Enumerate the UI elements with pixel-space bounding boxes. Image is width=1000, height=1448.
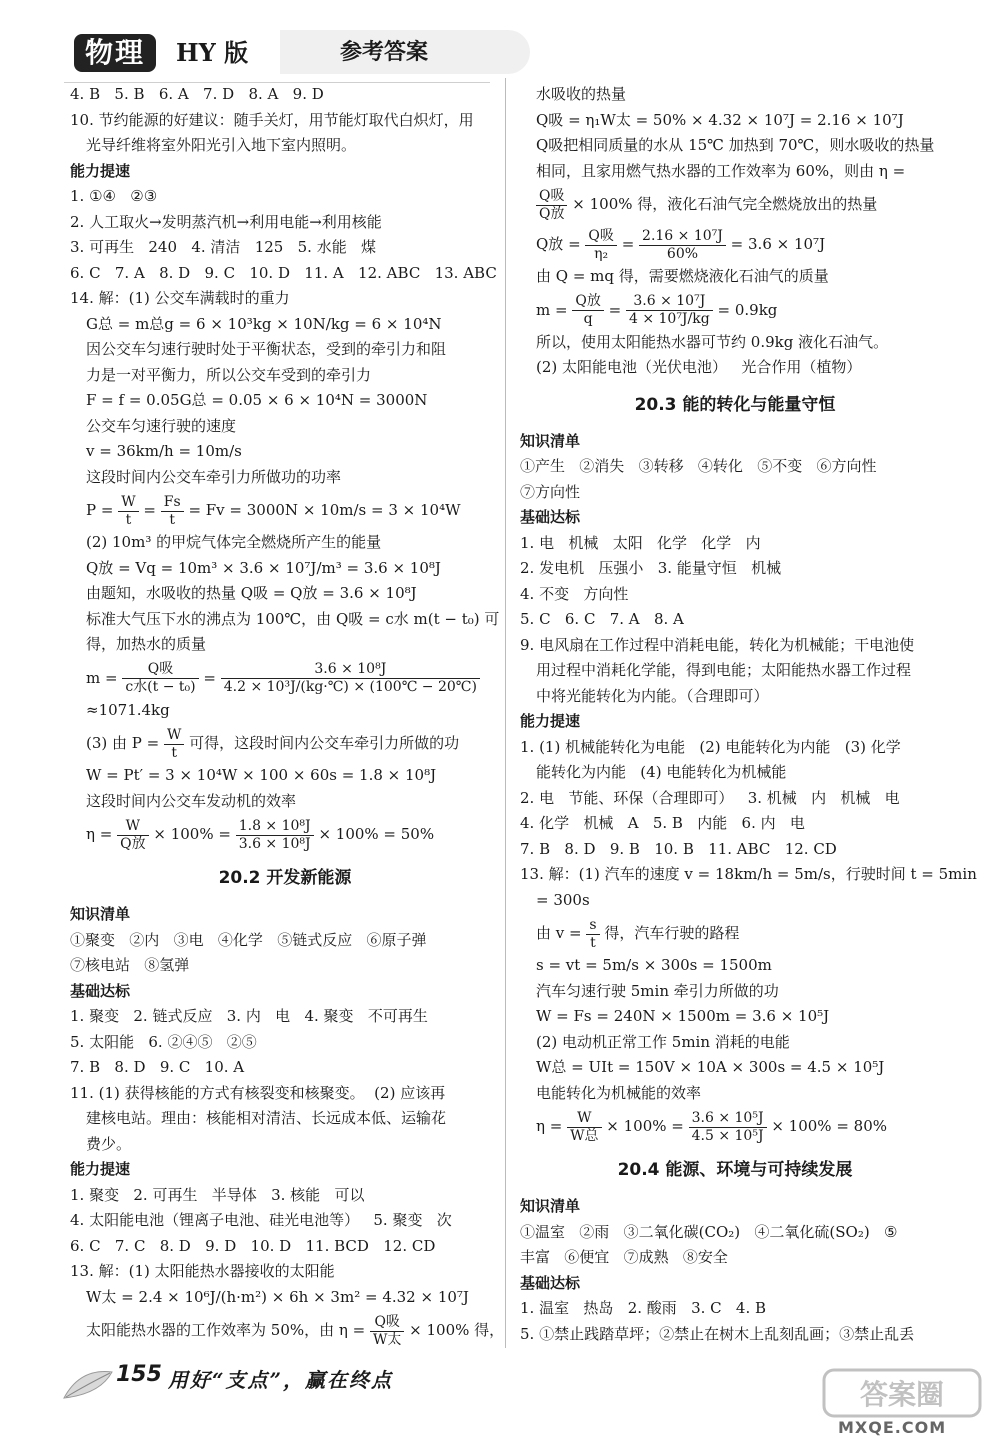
answer-line: 13. 解：(1) 汽车的速度 v = 18km/h = 5m/s，行驶时间 t = 5min	[520, 865, 977, 883]
answer-line: 费少。	[86, 1134, 132, 1153]
answer-line: 相同，且家用燃气热水器的工作效率为 60%，则由 η =	[536, 161, 906, 180]
answer-line: 4. 太阳能电池（锂离子电池、硅光电池等） 5. 聚变 次	[70, 1211, 452, 1229]
subsection-heading: 能力提速	[70, 161, 131, 180]
answer-line: 所以，使用太阳能热水器可节约 0.9kg 液化石油气。	[536, 332, 889, 351]
section-title: 参考答案	[340, 39, 429, 65]
answer-line: (2) 电动机正常工作 5min 消耗的电能	[536, 1032, 790, 1051]
answer-line: 10. 节约能源的好建议：随手关灯，用节能灯取代白炽灯，用	[70, 110, 474, 129]
section-tag	[280, 30, 530, 74]
answer-line: 3. 可再生 240 4. 清洁 125 5. 水能 煤	[70, 238, 377, 256]
answer-line: 7. B 8. D 9. C 10. A	[70, 1058, 245, 1076]
answer-line: 1. 聚变 2. 链式反应 3. 内 电 4. 聚变 不可再生	[70, 1007, 428, 1025]
equation: η = $\frac{W}{\text{W总}}$ × 100% = $\frac{\text{3.6 × 10⁵J}}{\text{4.5 × 10⁵J}}$ × 100% = 80%	[536, 1109, 888, 1144]
answer-line: 用过程中消耗化学能，得到电能；太阳能热水器工作过程	[536, 661, 912, 679]
equation: W总 = UIt = 150V × 10A × 300s = 4.5 × 10⁵J	[536, 1058, 885, 1076]
column-divider	[505, 78, 506, 1348]
answer-line: 水吸收的热量	[536, 85, 627, 103]
page-number: 155	[116, 1362, 162, 1387]
equation: ≈1071.4kg	[86, 700, 170, 719]
equation: W = Fs = 240N × 1500m = 3.6 × 10⁵J	[536, 1007, 830, 1025]
watermark-url: MXQE.COM	[838, 1418, 947, 1437]
answer-line: 4. B 5. B 6. A 7. D 8. A 9. D	[70, 85, 324, 103]
equation: Q吸 = η₁W太 = 50% × 4.32 × 10⁷J = 2.16 × 10⁷J	[536, 110, 904, 129]
answer-line: 2. 电 节能、环保（合理即可） 3. 机械 内 机械 电	[520, 788, 900, 807]
answer-line: (2) 太阳能电池（光伏电池） 光合作用（植物）	[536, 358, 862, 376]
equation: m = $\frac{\text{Q吸}}{\text{c水(t − t₀)}}$ = $\frac{\text{3.6 × 10⁸J}}{\text{4.2 × 10³J/(kg·℃) × (100℃ − 20℃)}}$	[70, 658, 500, 698]
equation: (3) 由 P = $\frac{W}{t}$ 可得，这段时间内公交车牵引力所做的功	[86, 726, 460, 761]
right-column	[520, 82, 977, 1347]
subsection-heading: 能力提速	[70, 1160, 131, 1178]
answer-line: 中将光能转化为内能。（合理即可）	[536, 686, 769, 705]
section-heading: 20.3 能的转化与能量守恒	[634, 394, 836, 415]
answer-line: 丰富 ⑥便宜 ⑦成熟 ⑧安全	[520, 1248, 728, 1266]
equation: $\frac{\text{Q吸}}{\text{Q放}}$ × 100% 得，液化石油气完全燃烧放出的热量	[520, 184, 950, 224]
answer-line: 6. C 7. A 8. D 9. C 10. D 11. A 12. ABC 13. ABC	[70, 263, 497, 282]
answer-line: 5. C 6. C 7. A 8. A	[520, 610, 684, 628]
page-footer	[60, 1358, 500, 1418]
footer-slogan: 用好“支点”，赢在终点	[168, 1368, 394, 1392]
answer-line: Q吸把相同质量的水从 15℃ 加热到 70℃，则水吸收的热量	[536, 136, 935, 154]
answer-line: 由题知，水吸收的热量 Q吸 = Q放 = 3.6 × 10⁸J	[86, 584, 417, 602]
answer-line: (2) 10m³ 的甲烷气体完全燃烧所产生的能量	[86, 533, 382, 551]
answer-line: 由 Q = mq 得，需要燃烧液化石油气的质量	[536, 267, 829, 285]
subsection-heading: 能力提速	[520, 712, 581, 730]
answer-line: 光导纤维将室外阳光引入地下室内照明。	[86, 136, 357, 154]
answer-line: ①产生 ②消失 ③转移 ④转化 ⑤不变 ⑥方向性	[520, 457, 877, 475]
answer-line: ①温室 ②雨 ③二氧化碳(CO₂) ④二氧化硫(SO₂) ⑤	[520, 1222, 898, 1241]
equation: η = $\frac{W}{\text{Q放}}$ × 100% = $\frac{\text{1.8 × 10⁸J}}{\text{3.6 × 10⁸J}}$ × 100% = 50%	[86, 817, 435, 852]
answer-line: ①聚变 ②内 ③电 ④化学 ⑤链式反应 ⑥原子弹	[70, 930, 427, 949]
equation: Q放 = $\frac{\text{Q吸}}{\text{η₂}}$ = $\frac{\text{2.16 × 10⁷J}}{60\%}$ = 3.6 × 10⁷J	[536, 227, 826, 262]
answer-line: 1. 电 机械 太阳 化学 化学 内	[520, 533, 761, 552]
answer-line: 2. 发电机 压强小 3. 能量守恒 机械	[520, 559, 782, 577]
answer-line: 7. B 8. D 9. B 10. B 11. ABC 12. CD	[520, 839, 837, 858]
answer-line: 标准大气压下水的沸点为 100℃，由 Q吸 = c水 m(t − t₀) 可	[86, 609, 500, 628]
answer-line: 建核电站。理由：核能相对清洁、长远成本低、运输花	[86, 1109, 447, 1127]
equation: m = $\frac{\text{Q放}}{q}$ = $\frac{\text{3.6 × 10⁷J}}{\text{4 × 10⁷J/kg}}$ = 0.9kg	[536, 293, 778, 327]
answer-line: 4. 化学 机械 A 5. B 内能 6. 内 电	[520, 814, 805, 832]
subsection-heading: 基础达标	[520, 508, 581, 526]
answer-line: 1. 聚变 2. 可再生 半导体 3. 核能 可以	[70, 1185, 365, 1204]
answer-line: 4. 不变 方向性	[520, 584, 629, 603]
equation: W太 = 2.4 × 10⁶J/(h·m²) × 6h × 3m² = 4.32 × 10⁷J	[86, 1287, 469, 1306]
subsection-heading: 基础达标	[520, 1273, 581, 1292]
section-heading: 20.2 开发新能源	[218, 868, 352, 888]
svg-text:答案圈: 答案圈	[859, 1378, 945, 1411]
page-header	[64, 20, 484, 76]
answer-line: 汽车匀速行驶 5min 牵引力所做的功	[536, 981, 779, 1000]
answer-line: 这段时间内公交车发动机的效率	[86, 791, 297, 810]
answer-line: 能转化为内能 (4) 电能转化为机械能	[536, 763, 787, 781]
answer-line: ⑦核电站 ⑧氢弹	[70, 956, 190, 974]
edition-label: HY 版	[176, 38, 249, 67]
answer-line: 9. 电风扇在工作过程中消耗电能，转化为机械能；干电池使	[520, 635, 915, 654]
answer-line: 因公交车匀速行驶时处于平衡状态，受到的牵引力和阻	[86, 340, 447, 358]
answer-line: 2. 人工取火→发明蒸汽机→利用电能→利用核能	[70, 212, 382, 231]
left-column	[70, 82, 505, 1350]
answer-line: 公交车匀速行驶的速度	[86, 416, 237, 435]
answer-line: ⑦方向性	[520, 482, 581, 501]
equation: G总 = m总g = 6 × 10³kg × 10N/kg = 6 × 10⁴N	[86, 314, 442, 333]
equation: 太阳能热水器的工作效率为 50%，由 η = $\frac{\text{Q吸}}{\text{W太}}$ × 100% 得，	[86, 1313, 505, 1348]
equation: s = vt = 5m/s × 300s = 1500m	[536, 956, 772, 974]
subsection-heading: 知识清单	[70, 905, 131, 923]
equation: W = Pt′ = 3 × 10⁴W × 100 × 60s = 1.8 × 10⁸J	[86, 766, 437, 784]
section-heading: 20.4 能源、环境与可持续发展	[617, 1160, 853, 1180]
subject-badge: 物理	[74, 34, 156, 72]
answer-line: 1. 温室 热岛 2. 酸雨 3. C 4. B	[520, 1299, 767, 1317]
equation: P = $\frac{W}{t}$ = $\frac{Fs}{t}$ = Fv = 3000N × 10m/s = 3 × 10⁴W	[86, 493, 461, 528]
equation: 由 v = $\frac{s}{t}$ 得，汽车行驶的路程	[536, 916, 740, 951]
equation: v = 36km/h = 10m/s	[86, 442, 242, 460]
answer-line: 电能转化为机械能的效率	[536, 1083, 702, 1102]
subsection-heading: 知识清单	[520, 431, 581, 450]
answer-line: 力是一对平衡力，所以公交车受到的牵引力	[86, 365, 372, 384]
equation: F = f = 0.05G总 = 0.05 × 6 × 10⁴N = 3000N	[86, 391, 428, 409]
leaf-decoration-icon	[60, 1364, 120, 1404]
subsection-heading: 知识清单	[520, 1197, 581, 1215]
answer-line: 5. 太阳能 6. ②④⑤ ②⑤	[70, 1032, 257, 1051]
answer-line: 1. (1) 机械能转化为电能 (2) 电能转化为内能 (3) 化学	[520, 737, 901, 756]
equation: Q放 = Vq = 10m³ × 3.6 × 10⁷J/m³ = 3.6 × 10⁸J	[86, 558, 441, 577]
subsection-heading: 基础达标	[70, 981, 131, 1000]
answer-line: 11. (1) 获得核能的方式有核裂变和核聚变。 (2) 应该再	[70, 1083, 446, 1102]
answer-line: 6. C 7. C 8. D 9. D 10. D 11. BCD 12. CD	[70, 1236, 436, 1255]
equation: = 300s	[536, 890, 590, 909]
answer-line: 5. ①禁止践踏草坪；②禁止在树木上乱刻乱画；③禁止乱丢	[520, 1324, 915, 1343]
answer-line: 得，加热水的质量	[86, 635, 207, 653]
answer-line: 1. ①④ ②③	[70, 187, 158, 205]
answer-line: 这段时间内公交车牵引力所做功的功率	[86, 467, 342, 486]
answer-line: 14. 解：(1) 公交车满载时的重力	[70, 289, 290, 307]
answer-line: 13. 解：(1) 太阳能热水器接收的太阳能	[70, 1262, 335, 1280]
